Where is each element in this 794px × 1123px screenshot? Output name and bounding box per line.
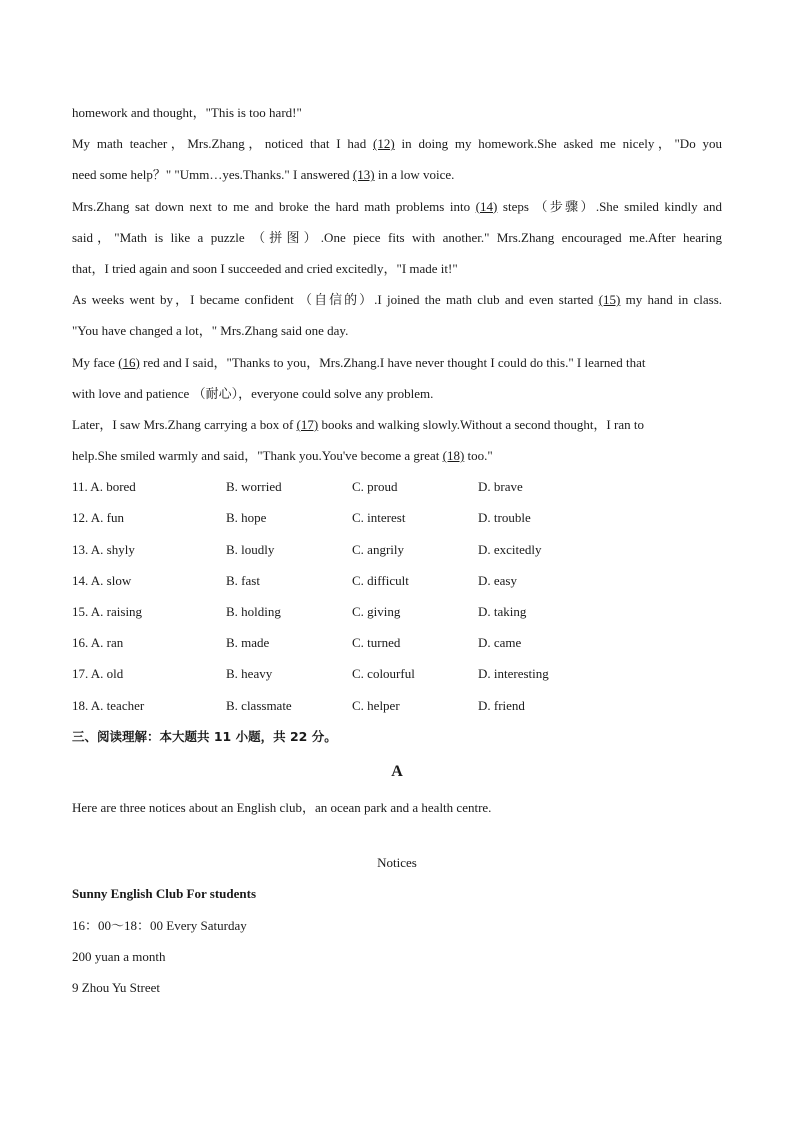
option-a: 16. A. ran <box>72 635 124 651</box>
blank-14: (14) <box>475 198 498 214</box>
option-b: B. made <box>226 635 270 651</box>
option-a: 11. A. bored <box>72 479 136 495</box>
passage-text: in a low voice. <box>374 167 455 183</box>
club-price: 200 yuan a month <box>72 948 166 964</box>
notices-title: Notices <box>377 855 417 871</box>
blank-13: (13) <box>352 167 375 183</box>
passage-line-11 <box>72 409 722 440</box>
passage-text: My math teacher，Mrs.Zhang，noticed that I had <box>72 136 374 152</box>
question-row <box>72 502 722 533</box>
passage-text: my hand in class. <box>620 292 722 308</box>
question-options <box>72 471 722 721</box>
club-title: Sunny English Club For students <box>72 886 257 902</box>
passage-text: with love and patience （耐心），everyone could solve any problem. <box>72 385 434 401</box>
blank-12: (12) <box>373 136 395 152</box>
question-row <box>72 534 722 565</box>
option-a: 14. A. slow <box>72 572 132 588</box>
option-c: C. angrily <box>352 541 404 557</box>
passage-text: red and I said，"Thanks to you，Mrs.Zhang.I have never thought I could do this." I learned that <box>139 354 646 370</box>
question-row <box>72 658 722 689</box>
option-c: C. interest <box>352 510 406 526</box>
passage-text: said，"Math is like a puzzle （拼图）.One piece fits with another." Mrs.Zhang encouraged me.After hearing <box>72 229 722 245</box>
option-d: D. came <box>478 635 522 651</box>
option-a: 18. A. teacher <box>72 697 145 713</box>
option-b: B. worried <box>226 479 282 495</box>
passage-text: Mrs.Zhang sat down next to me and broke the hard math problems into <box>72 198 476 214</box>
option-b: B. loudly <box>226 541 275 557</box>
option-a: 13. A. shyly <box>72 541 135 557</box>
passage-text: steps （步骤）.She smiled kindly and <box>497 198 722 214</box>
passage-line-4 <box>72 191 722 222</box>
question-row <box>72 596 722 627</box>
club-time: 16：00～18：00 Every Saturday <box>72 917 247 933</box>
passage-line-2 <box>72 128 722 159</box>
option-c: C. turned <box>352 635 401 651</box>
blank-17: (17) <box>296 416 319 432</box>
option-b: B. fast <box>226 572 260 588</box>
passage-line-10 <box>72 378 722 409</box>
question-row <box>72 565 722 596</box>
passage-line-5 <box>72 222 722 253</box>
passage-line-3 <box>72 159 722 190</box>
option-c: C. helper <box>352 697 400 713</box>
notices-intro: Here are three notices about an English club，an ocean park and a health centre. <box>72 799 492 815</box>
passage-text: in doing my homework.She asked me nicely，"Do you <box>394 136 723 152</box>
question-row <box>72 690 722 721</box>
option-d: D. friend <box>478 697 525 713</box>
option-b: B. heavy <box>226 666 273 682</box>
option-c: C. giving <box>352 604 401 619</box>
question-row <box>72 471 722 502</box>
blank-15: (15) <box>598 292 621 308</box>
blank-18: (18) <box>442 448 465 464</box>
passage-text: As weeks went by，I became confident （自信的）.I joined the math club and even started <box>72 292 599 308</box>
option-d: D. excitedly <box>478 541 542 557</box>
section-heading: 三、阅读理解：本大题共 11 小题，共 22 分。 <box>72 728 337 744</box>
option-d: D. interesting <box>478 666 549 682</box>
passage-text: homework and thought，"This is too hard!" <box>72 105 302 120</box>
passage-line-7 <box>72 284 722 315</box>
option-c: C. colourful <box>352 666 415 682</box>
passage-text: need some help？" "Umm…yes.Thanks." I answered <box>72 167 353 183</box>
option-d: D. easy <box>478 572 517 588</box>
option-b: B. classmate <box>226 697 292 713</box>
passage-text: Later，I saw Mrs.Zhang carrying a box of <box>72 416 297 432</box>
option-a: 15. A. raising <box>72 604 143 619</box>
option-d: D. taking <box>478 604 527 619</box>
option-b: B. hope <box>226 510 267 526</box>
option-c: C. difficult <box>352 572 409 588</box>
option-a: 17. A. old <box>72 666 124 682</box>
option-d: D. trouble <box>478 510 531 526</box>
option-b: B. holding <box>226 604 281 619</box>
question-row <box>72 627 722 658</box>
option-d: D. brave <box>478 479 523 495</box>
passage-line-12 <box>72 440 722 471</box>
passage-text: My face <box>72 354 119 370</box>
passage-text: books and walking slowly.Without a second thought，I ran to <box>318 416 644 432</box>
passage-line-9 <box>72 347 722 378</box>
passage-text: too." <box>464 448 493 464</box>
passage-line-1 <box>72 97 722 128</box>
club-address: 9 Zhou Yu Street <box>72 979 160 995</box>
passage-text: "You have changed a lot，" Mrs.Zhang said one day. <box>72 323 349 339</box>
passage-text: help.She smiled warmly and said，"Thank you.You've become a great <box>72 448 443 464</box>
passage-text: that，I tried again and soon I succeeded and cried excitedly，"I made it!" <box>72 260 458 276</box>
passage-line-6 <box>72 253 722 284</box>
option-c: C. proud <box>352 479 398 495</box>
option-a: 12. A. fun <box>72 510 124 526</box>
passage-line-8 <box>72 315 722 346</box>
blank-16: (16) <box>118 354 140 370</box>
document-page <box>72 97 722 1003</box>
passage-letter: A <box>391 762 403 780</box>
